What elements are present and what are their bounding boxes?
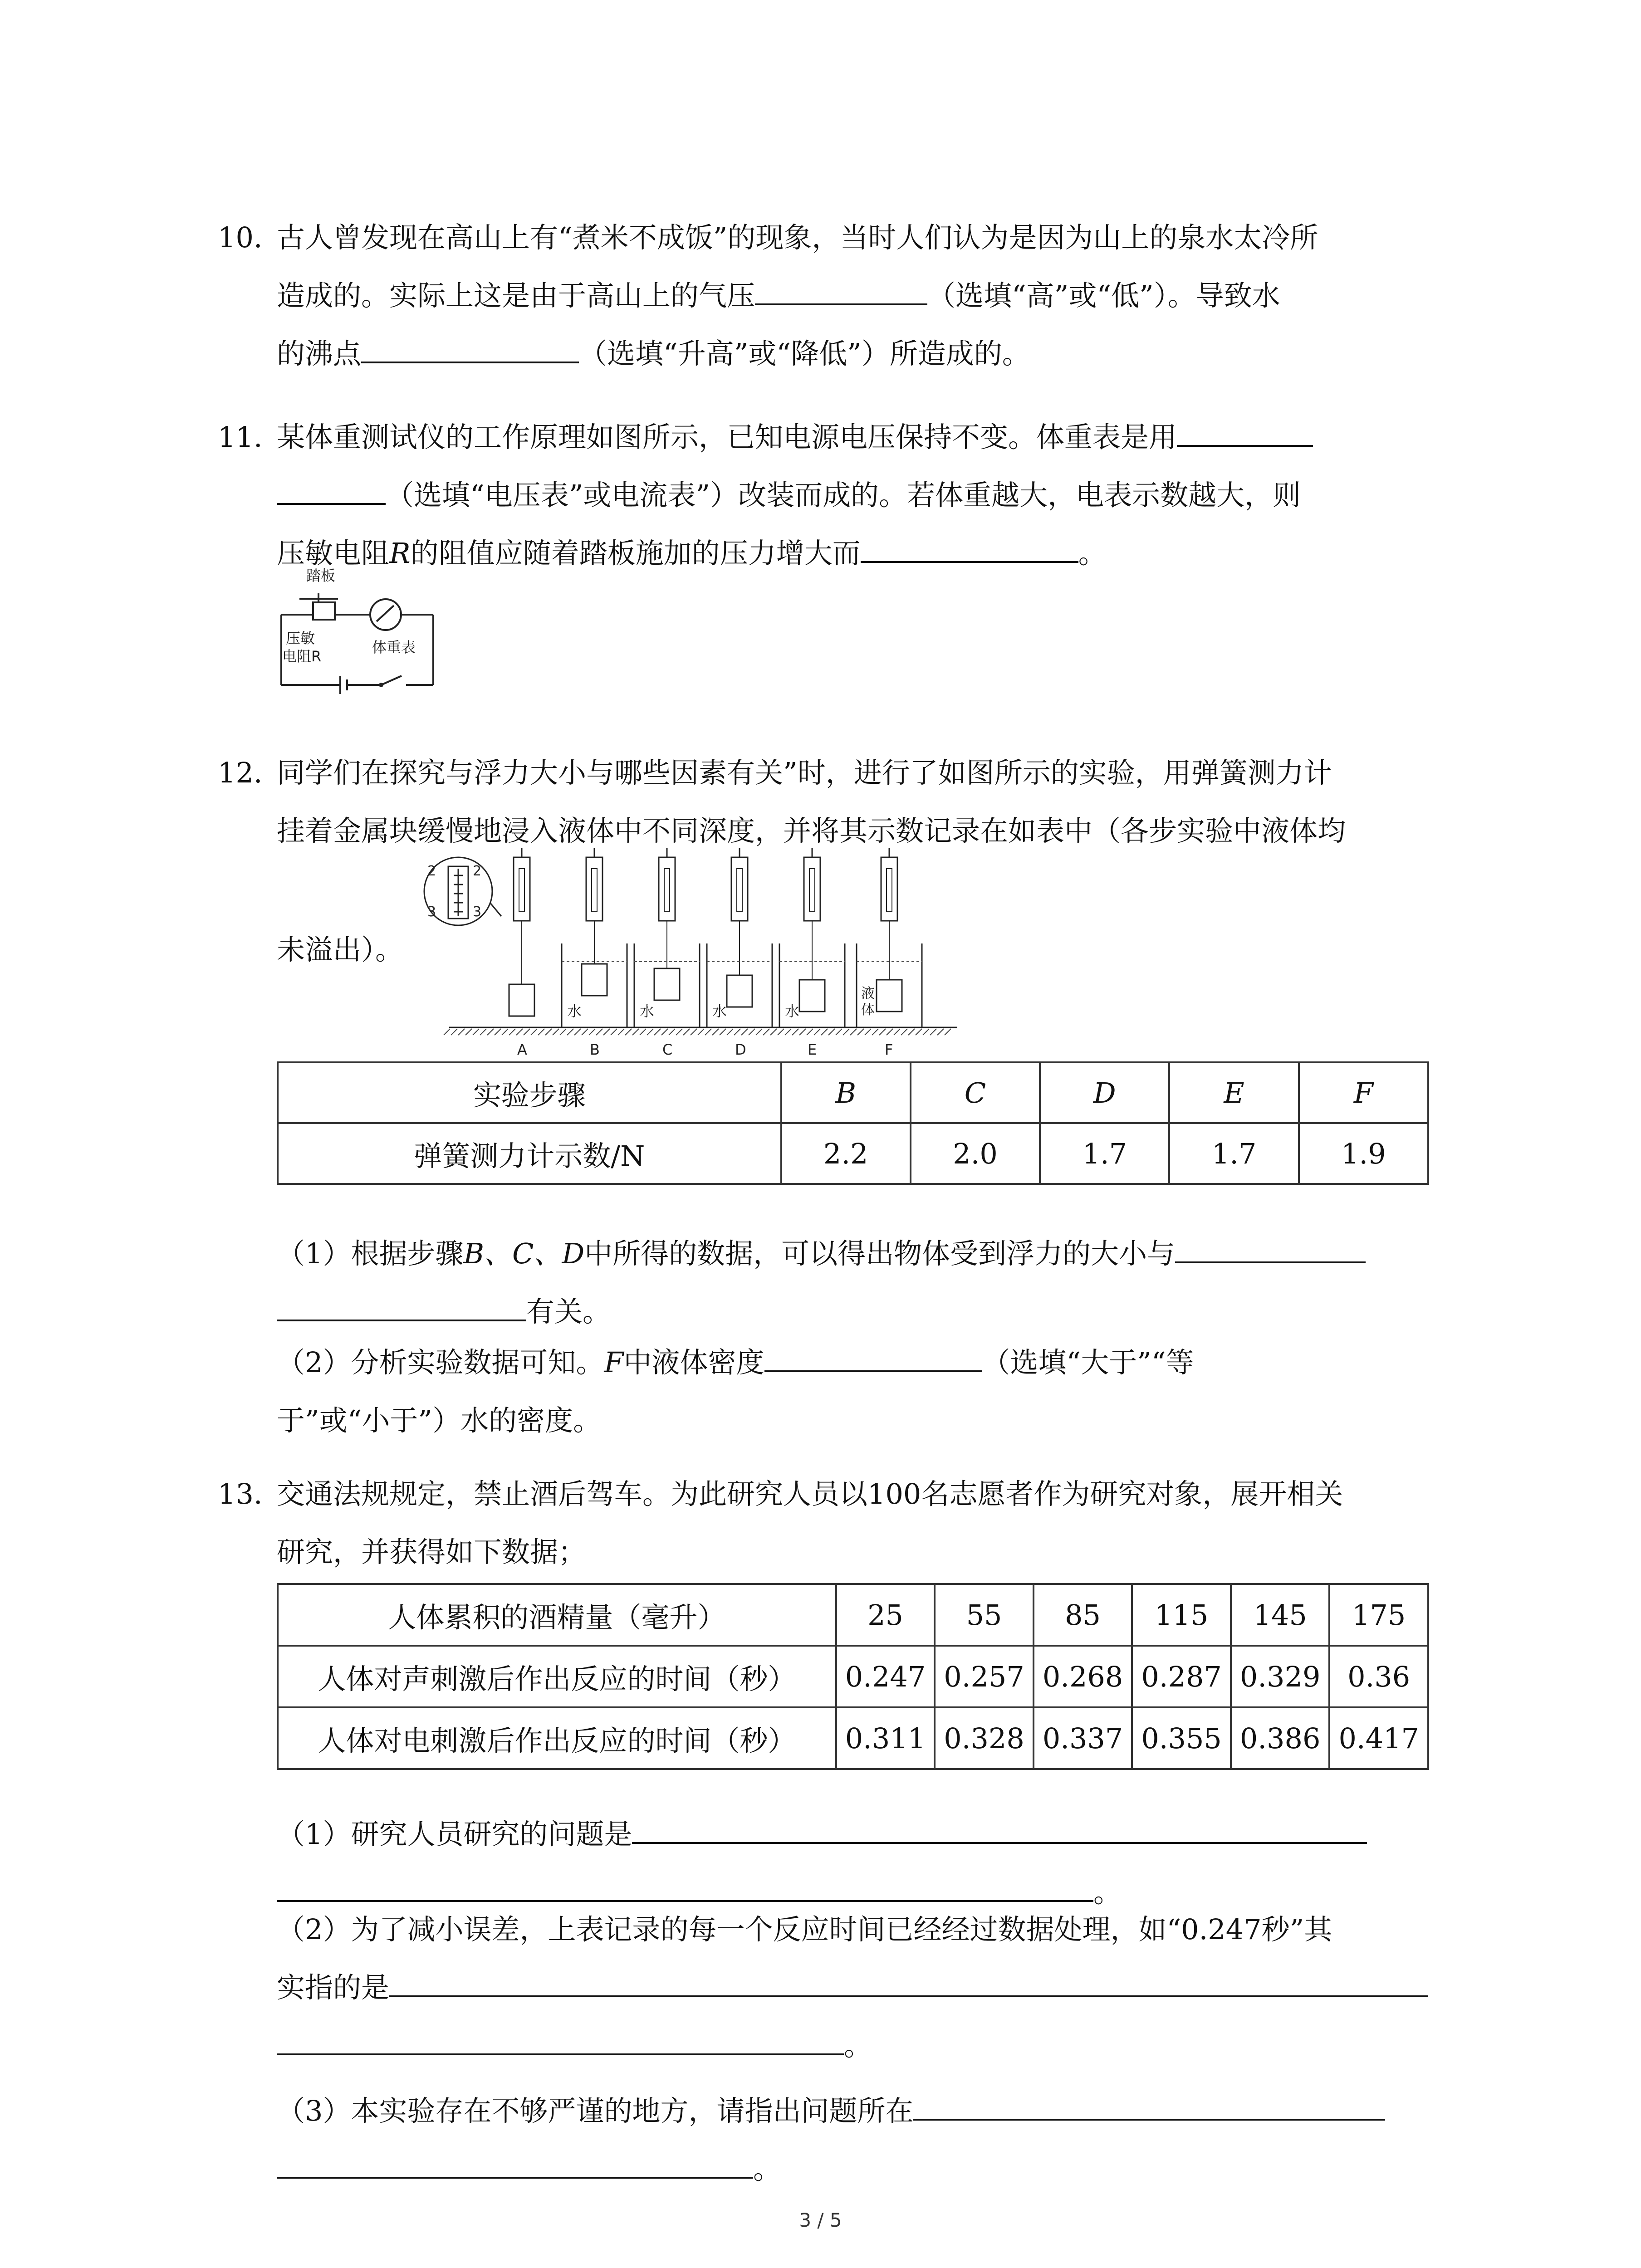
answer-blank[interactable]	[389, 1969, 1428, 1997]
metal-block	[509, 984, 534, 1016]
table-header-cell: 115	[1132, 1584, 1231, 1646]
table-cell: 0.329	[1231, 1646, 1330, 1707]
table-header-cell: B	[781, 1062, 911, 1123]
station-label: B	[590, 1041, 600, 1058]
question-number: 13.	[218, 1477, 263, 1510]
answer-blank[interactable]	[861, 535, 1078, 563]
table-cell: 0.386	[1231, 1707, 1330, 1769]
q12-line3: 未溢出）。	[277, 933, 404, 966]
answer-blank[interactable]	[632, 1816, 1367, 1844]
svg-text:2: 2	[473, 863, 482, 879]
question-11	[218, 408, 1452, 582]
table-cell: 0.355	[1132, 1707, 1231, 1769]
table-row	[278, 1062, 1428, 1123]
metal-block	[877, 980, 902, 1012]
station-label: C	[662, 1041, 673, 1058]
question-12	[218, 744, 1452, 860]
table-row	[278, 1707, 1428, 1769]
q12-data-table	[277, 1061, 1429, 1185]
q11-line2: （选填“电压表”或电流表”）改装而成的。若体重越大，电表示数越大，则	[277, 466, 1452, 524]
table-cell: 1.7	[1169, 1123, 1298, 1184]
q11-line1: 某体重测试仪的工作原理如图所示，已知电源电压保持不变。体重表是用	[277, 408, 1452, 466]
q12-line1: 同学们在探究与浮力大小与哪些因素有关”时，进行了如图所示的实验，用弹簧测力计	[277, 756, 1332, 789]
q13-line1: 交通法规规定，禁止酒后驾车。为此研究人员以100名志愿者作为研究对象，展开相关	[277, 1477, 1343, 1510]
switch-contact	[379, 683, 383, 687]
water-label: 水	[567, 1002, 582, 1020]
svg-text:3: 3	[473, 904, 482, 920]
question-13	[218, 1465, 1452, 1581]
table-cell: 1.9	[1299, 1123, 1428, 1184]
answer-blank[interactable]	[764, 1344, 982, 1372]
metal-block	[654, 968, 680, 1000]
q10-line3: 的沸点 （选填“升高”或“降低”）所造成的。	[277, 325, 1452, 383]
q10-line2: 造成的。实际上这是由于高山上的气压 （选填“高”或“低”）。导致水	[277, 267, 1452, 325]
question-number: 11.	[218, 420, 263, 454]
liquid-label: 体	[861, 1002, 875, 1018]
table-row-label: 人体对声刺激后作出反应的时间（秒）	[278, 1646, 836, 1707]
question-number: 10.	[218, 221, 263, 254]
table-header-cell: 人体累积的酒精量（毫升）	[278, 1584, 836, 1646]
answer-blank[interactable]	[277, 1293, 526, 1321]
table-header-cell: E	[1169, 1062, 1298, 1123]
table-header-cell: 85	[1034, 1584, 1132, 1646]
answer-blank[interactable]	[1175, 1235, 1366, 1263]
q13-subquestion-1: （1）研究人员研究的问题是 。	[277, 1805, 1465, 1921]
table-cell: 0.337	[1034, 1707, 1132, 1769]
q13-line2: 研究，并获得如下数据；	[277, 1535, 587, 1569]
page-number: 3 / 5	[799, 2209, 842, 2231]
svg-text:2: 2	[427, 863, 436, 879]
metal-block	[582, 964, 607, 996]
table-header-cell: F	[1299, 1062, 1428, 1123]
answer-blank[interactable]	[913, 2092, 1385, 2121]
table-cell: 2.2	[781, 1123, 911, 1184]
fig-label-meter: 体重表	[372, 639, 416, 656]
table-row-label: 人体对电刺激后作出反应的时间（秒）	[278, 1707, 836, 1769]
station-label: E	[808, 1041, 817, 1058]
water-label: 水	[712, 1002, 727, 1020]
table-header-cell: 25	[836, 1584, 935, 1646]
fig-label-resistor: 压敏	[286, 630, 315, 647]
buoyancy-experiment-figure	[422, 848, 966, 1061]
table-cell: 0.247	[836, 1646, 935, 1707]
table-header-cell: 175	[1329, 1584, 1428, 1646]
q12-subquestion-1: （1）根据步骤B、C、D中所得的数据，可以得出物体受到浮力的大小与 有关。	[277, 1225, 1465, 1341]
station-label: F	[885, 1041, 893, 1058]
q13-subquestion-2: （2）为了减小误差，上表记录的每一个反应时间已经经过数据处理，如“0.247秒”其 实指的是 。	[277, 1901, 1465, 2075]
question-10	[218, 209, 1452, 383]
answer-blank[interactable]	[755, 277, 927, 305]
answer-blank[interactable]	[277, 2027, 844, 2055]
liquid-label: 液	[861, 986, 875, 1002]
table-cell: 2.0	[911, 1123, 1040, 1184]
answer-blank[interactable]	[277, 2151, 753, 2179]
answer-blank[interactable]	[1177, 419, 1313, 447]
table-cell: 0.311	[836, 1707, 935, 1769]
table-row	[278, 1584, 1428, 1646]
q13-data-table	[277, 1583, 1429, 1770]
table-cell: 0.268	[1034, 1646, 1132, 1707]
fig-label-resistor: 电阻R	[282, 648, 322, 665]
water-label: 水	[640, 1002, 655, 1020]
table-row	[278, 1123, 1428, 1184]
table-header-cell: C	[911, 1062, 1040, 1123]
q11-line3: 压敏电阻R的阻值应随着踏板施加的压力增大而 。	[277, 524, 1452, 582]
table-cell: 0.287	[1132, 1646, 1231, 1707]
fig-label-pedal: 踏板	[306, 567, 336, 584]
table-row-label: 弹簧测力计示数/N	[278, 1123, 781, 1184]
weighing-circuit-diagram	[272, 562, 463, 699]
station-label: D	[735, 1041, 746, 1058]
table-header-cell: 145	[1231, 1584, 1330, 1646]
table-header-cell: 55	[935, 1584, 1034, 1646]
station-label: A	[517, 1041, 527, 1058]
table-row	[278, 1646, 1428, 1707]
q10-line1: 古人曾发现在高山上有“煮米不成饭”的现象，当时人们认为是因为山上的泉水太冷所	[277, 221, 1318, 254]
metal-block	[799, 980, 825, 1012]
water-label: 水	[785, 1002, 800, 1020]
table-cell: 0.36	[1329, 1646, 1428, 1707]
answer-blank[interactable]	[277, 477, 386, 505]
svg-text:3: 3	[427, 904, 436, 920]
question-number: 12.	[218, 756, 263, 789]
table-header-cell: 实验步骤	[278, 1062, 781, 1123]
table-cell: 0.328	[935, 1707, 1034, 1769]
table-cell: 0.417	[1329, 1707, 1428, 1769]
table-header-cell: D	[1040, 1062, 1169, 1123]
q12-line2: 挂着金属块缓慢地浸入液体中不同深度，并将其示数记录在如表中（各步实验中液体均	[277, 814, 1346, 847]
answer-blank[interactable]	[361, 335, 579, 363]
table-cell: 0.257	[935, 1646, 1034, 1707]
metal-block	[727, 975, 752, 1007]
answer-blank[interactable]	[277, 1874, 1093, 1902]
q13-subquestion-3: （3）本实验存在不够严谨的地方，请指出问题所在 。	[277, 2082, 1465, 2198]
q12-subquestion-2: （2）分析实验数据可知。F中液体密度 （选填“大于”“等 于”或“小于”）水的密度。	[277, 1334, 1465, 1450]
table-cell: 1.7	[1040, 1123, 1169, 1184]
